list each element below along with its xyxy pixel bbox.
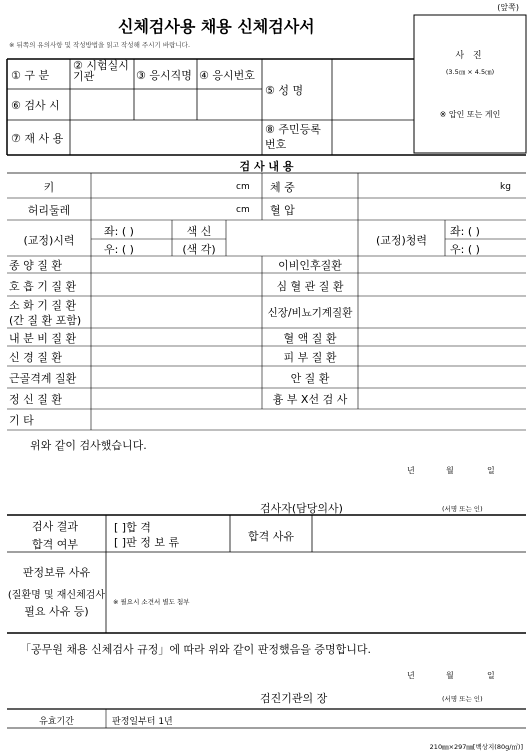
photo-label: 사 진 <box>455 51 485 61</box>
pass-status-label: 합격 여부 <box>32 538 79 551</box>
waist-unit: cm <box>236 205 250 215</box>
header-exam-time-label: ⑥ 검사 시 <box>11 99 60 112</box>
date-month: 월 <box>446 466 454 475</box>
disease-respiratory-label: 호 흡 기 질 환 <box>9 280 77 293</box>
validity-label: 유효기간 <box>39 717 74 727</box>
header-exam-agency-label: ② 시험실시 기관 <box>73 59 129 83</box>
blood-pressure-label: 혈 압 <box>270 204 295 217</box>
vision-right-value: 우: ( ) <box>104 243 134 256</box>
cert-date-year: 년 <box>407 671 415 680</box>
disease-eye-label: 안 질 환 <box>290 372 330 385</box>
date-day: 일 <box>487 466 495 475</box>
chest-xray-label: 흉 부 X선 검 사 <box>272 393 348 406</box>
color-vision-label: 색 신 <box>186 225 212 238</box>
other-label: 기 타 <box>9 414 34 427</box>
vision-label: (교정)시력 <box>23 234 75 247</box>
disease-ent-label: 이비인후질환 <box>278 259 342 272</box>
form-instruction-note: ※ 뒤쪽의 유의사항 및 작성방법을 읽고 작성해 주시기 바랍니다. <box>9 41 191 49</box>
examiner-label: 검사자(담당의사) <box>260 502 343 515</box>
disease-renal-urinary-label: 신장/비뇨기계질환 <box>267 307 353 319</box>
disease-cardiovascular-label: 심 혈 관 질 환 <box>276 280 344 293</box>
paper-spec: 210㎜×297㎜[백상지(80g/㎡)] <box>429 743 523 751</box>
disease-tumor-label: 종 양 질 환 <box>9 259 62 272</box>
form-title: 신체검사용 채용 신체검사서 <box>118 17 315 36</box>
hold-reason-label: 판정보류 사유 <box>22 566 91 579</box>
header-exam-number-label: ④ 응시번호 <box>199 69 255 82</box>
examiner-sign-note: (서명 또는 인) <box>442 505 483 513</box>
height-unit: cm <box>236 182 250 192</box>
hold-checkbox[interactable]: [ ]판 정 보 류 <box>114 536 180 549</box>
header-category-label: ① 구 분 <box>11 69 50 82</box>
validity-value: 판정일부터 1년 <box>112 717 173 727</box>
exam-confirm-text: 위와 같이 검사했습니다. <box>30 439 147 452</box>
hold-reason-detail-label-2: 필요 사유 등) <box>24 605 89 618</box>
certification-text: 「공무원 채용 신체검사 규정」에 따라 위와 같이 판정했음을 증명합니다. <box>20 643 371 656</box>
vision-left-value: 좌: ( ) <box>104 225 134 238</box>
hold-reason-detail-label: (질환명 및 재신체검사 <box>7 590 106 601</box>
section-title-exam-content: 검 사 내 용 <box>239 160 294 173</box>
date-year: 년 <box>407 466 415 475</box>
header-reuse-label: ⑦ 재 사 용 <box>11 132 64 145</box>
header-name-label: ⑤ 성 명 <box>265 84 304 97</box>
disease-endocrine-label: 내 분 비 질 환 <box>9 332 77 345</box>
color-perception-label: (색 각) <box>182 243 216 256</box>
weight-label: 체 중 <box>270 181 295 194</box>
disease-mental-label: 정 신 질 환 <box>9 393 62 406</box>
hearing-left-value: 좌: ( ) <box>450 225 480 238</box>
result-label: 검사 결과 <box>32 520 79 533</box>
page-side-tag: (앞쪽) <box>497 3 519 12</box>
photo-seal-note: ※ 압인 또는 게인 <box>439 110 501 119</box>
disease-skin-label: 피 부 질 환 <box>283 351 337 364</box>
weight-unit: kg <box>500 182 511 192</box>
disease-nervous-label: 신 경 질 환 <box>9 351 62 364</box>
disease-musculoskeletal-label: 근골격계 질환 <box>9 372 77 385</box>
height-label: 키 <box>43 181 55 194</box>
pass-checkbox[interactable]: [ ]합 격 <box>114 521 151 534</box>
header-position-label: ③ 응시직명 <box>136 69 192 82</box>
pass-reason-label: 합격 사유 <box>247 530 294 543</box>
disease-digestive-label: 소 화 기 질 환 <box>9 299 77 312</box>
clinic-head-label: 검진기관의 장 <box>260 692 328 705</box>
photo-size: (3.5㎝ × 4.5㎝) <box>445 68 495 76</box>
hearing-label: (교정)청력 <box>375 234 428 247</box>
hearing-right-value: 우: ( ) <box>450 243 480 256</box>
disease-blood-label: 혈 액 질 환 <box>283 332 337 345</box>
header-resident-number-label: ⑧ 주민등록번호 <box>265 123 321 151</box>
disease-liver-note: (간 질 환 포함) <box>9 314 82 327</box>
opinion-attach-note: ※ 필요시 소견서 별도 첨부 <box>113 598 190 606</box>
cert-date-month: 월 <box>446 671 454 680</box>
clinic-head-sign-note: (서명 또는 인) <box>442 695 483 703</box>
waist-label: 허리둘레 <box>27 204 71 217</box>
cert-date-day: 일 <box>487 671 495 680</box>
